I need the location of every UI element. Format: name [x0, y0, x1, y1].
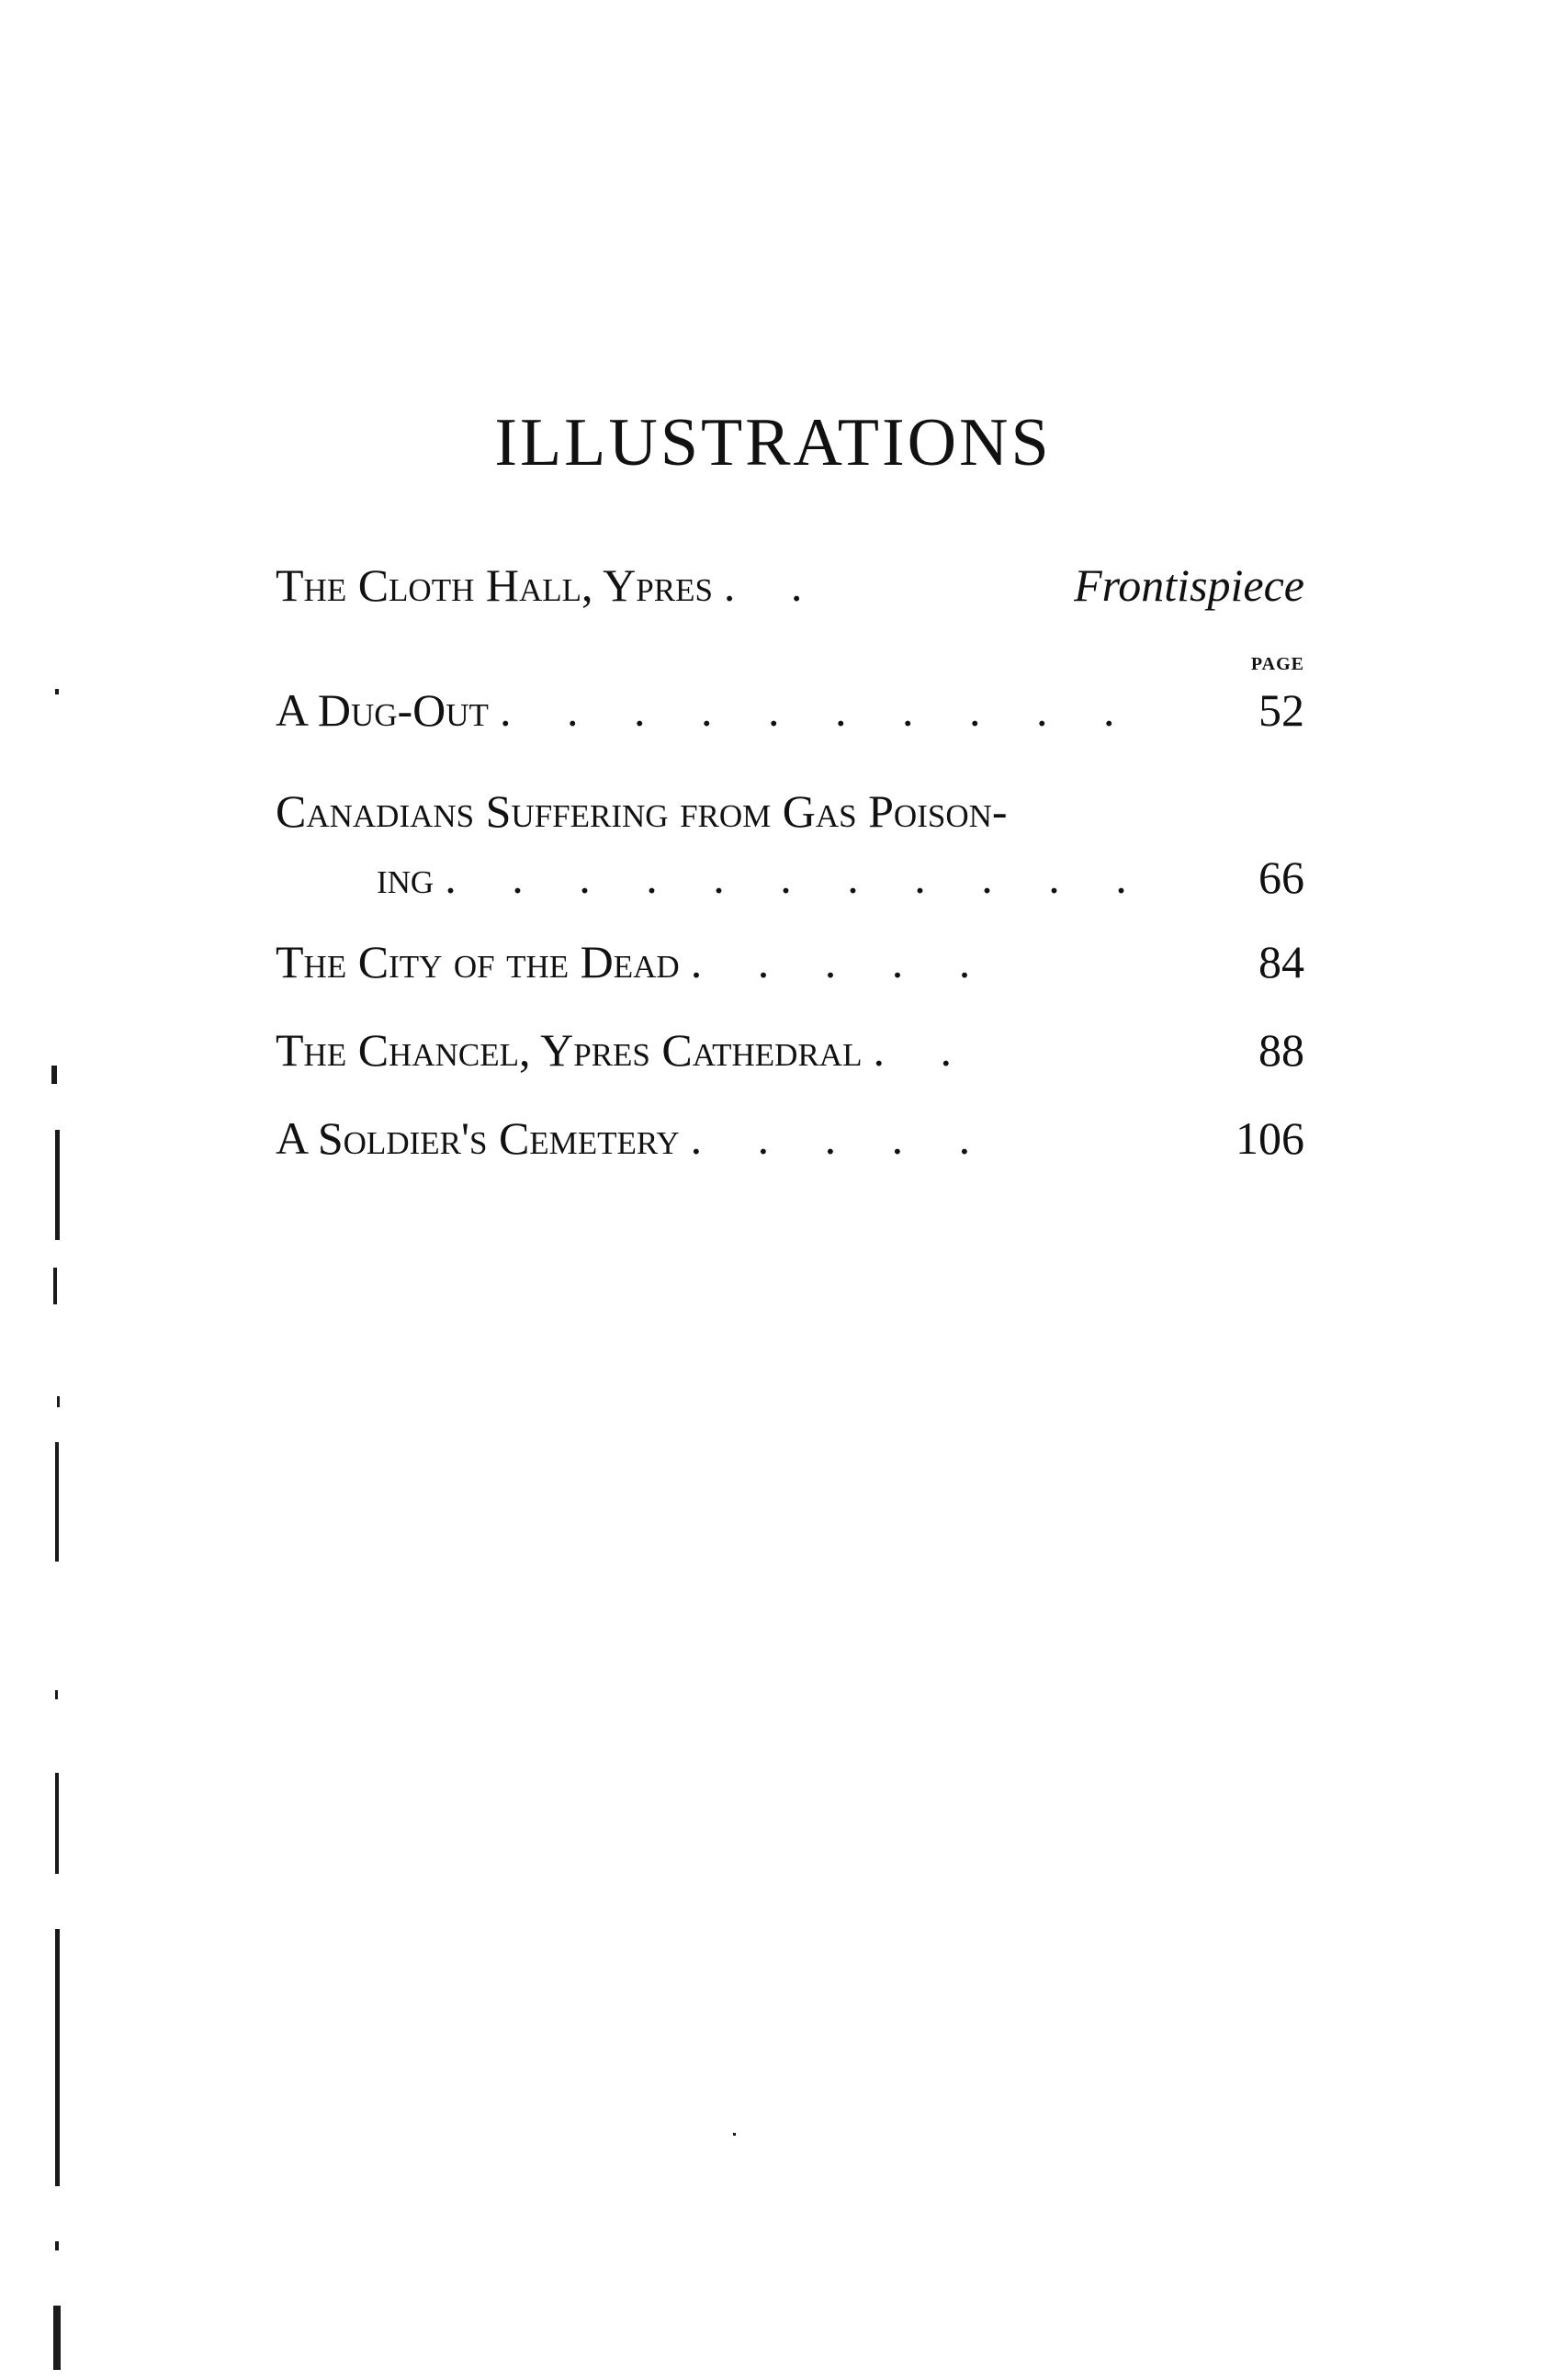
scan-speck — [55, 2241, 59, 2250]
scan-streak — [55, 1773, 59, 1874]
entry-label-line1: Canadians Suffering from Gas Poison- — [276, 785, 1008, 837]
page-title: ILLUSTRATIONS — [494, 405, 1052, 480]
entry-label: The Cloth Hall, Ypres — [276, 559, 713, 611]
frontispiece-entry — [276, 559, 1304, 611]
entry-page: 84 — [1258, 936, 1304, 987]
entry-label: A Dug-Out — [276, 684, 489, 736]
scan-speck — [53, 1268, 57, 1304]
list-item — [276, 785, 1304, 903]
dot-leader: . . . . . — [690, 939, 993, 985]
dot-leader: . . — [873, 1027, 974, 1073]
list-item — [276, 684, 1304, 736]
list-item — [276, 1024, 1304, 1076]
list-item — [276, 936, 1304, 987]
scan-streak — [55, 1442, 59, 1562]
scan-streak — [55, 1130, 60, 1240]
entry-label: The Chancel, Ypres Cathedral — [276, 1024, 863, 1076]
entry-label: The City of the Dead — [276, 936, 680, 987]
list-item — [276, 1112, 1304, 1164]
entry-label: A Soldier's Cemetery — [276, 1112, 680, 1164]
dot-leader: . . . . . . . . . . . — [445, 854, 1149, 900]
dot-leader: . . . . . — [690, 1115, 993, 1161]
scan-speck — [57, 1396, 60, 1407]
scan-streak — [55, 1929, 60, 2186]
entry-page: 88 — [1258, 1024, 1304, 1076]
scan-streak — [53, 2306, 61, 2370]
dot-leader: . . . . . . . . . . — [499, 687, 1137, 733]
page-column-heading: PAGE — [1250, 654, 1304, 674]
scan-speck — [733, 2133, 736, 2136]
entry-page: 52 — [1258, 684, 1304, 736]
scan-speck — [55, 1690, 58, 1699]
scan-speck — [55, 689, 59, 694]
entry-page: Frontispiece — [1074, 559, 1304, 611]
scan-speck — [51, 1066, 57, 1084]
dot-leader: . . — [723, 562, 825, 608]
entry-page: 66 — [1258, 852, 1304, 903]
entry-label-line2: ing — [377, 852, 434, 903]
entry-page: 106 — [1236, 1112, 1304, 1164]
